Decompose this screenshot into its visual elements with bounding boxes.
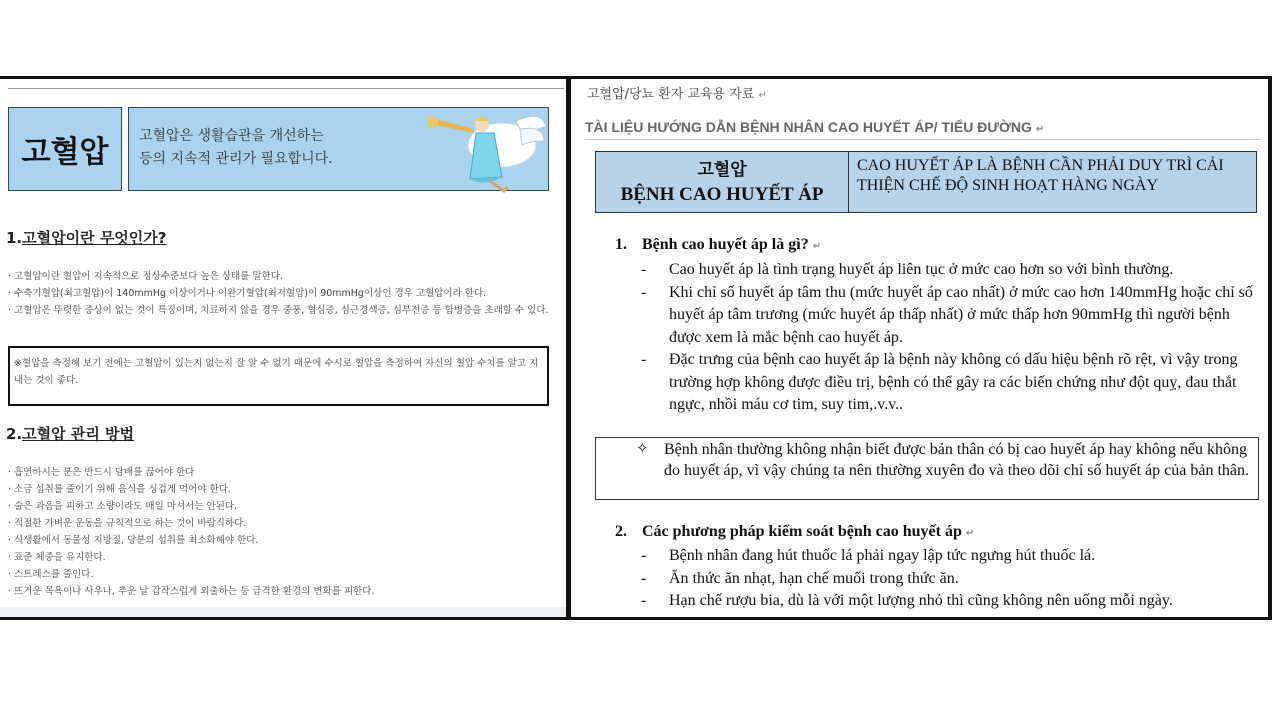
korean-section2-heading: 2.고혈압 관리 방법 <box>6 425 135 443</box>
list-item: - Ăn thức ăn nhạt, hạn chế muối trong thức ăn. <box>641 568 1261 591</box>
korean-description-line: 고혈압은 생활습관을 개선하는 <box>139 128 324 144</box>
angel-trumpet-icon <box>420 107 548 193</box>
side-by-side-document-frame <box>0 76 1272 620</box>
vietnamese-header-title: TÀI LIỆU HƯỚNG DẪN BỆNH NHÂN CAO HUYẾT ÁP/ TIỂU ĐƯỜNG ↵ <box>585 119 1045 135</box>
vietnamese-document-page <box>571 79 1268 617</box>
diamond-bullet-icon: ✧ <box>636 439 649 457</box>
korean-section1-heading: 1.고혈압이란 무엇인가? <box>6 229 167 247</box>
header-rule <box>8 88 564 89</box>
vietnamese-title: BỆNH CAO HUYẾT ÁP <box>620 184 824 205</box>
list-item: · 표준 체중을 유지한다. <box>8 552 106 563</box>
vietnamese-note: Bệnh nhân thường không nhận biết được bản thân có bị cao huyết áp hay không nếu không đo huyết áp, vì vậy chúng ta nên thường xuyên đo và theo dõi chỉ số huyết áp của bản thân. <box>664 441 1249 479</box>
vietnamese-note-box <box>595 437 1259 500</box>
list-item: · 고혈압이란 혈압이 지속적으로 정상수준보다 높은 상태를 말한다. <box>8 271 283 282</box>
vietnamese-title-korean: 고혈압 <box>697 160 747 180</box>
korean-section2-list <box>8 464 560 600</box>
list-item: · 스트레스를 줄인다. <box>8 569 94 580</box>
vietnamese-section2-list <box>641 545 1261 613</box>
header-rule <box>585 139 1261 140</box>
list-item: · 식생활에서 동물성 지방질, 당분의 섭취를 최소화해야 한다. <box>8 535 259 546</box>
list-item: · 뜨거운 목욕이나 사우나, 추운 날 갑작스럽게 외출하는 등 급격한 환경의 변화를 피한다. <box>8 586 375 597</box>
vietnamese-section1-heading: 1. Bệnh cao huyết áp là gì? ↵ <box>615 236 822 253</box>
list-item: - Bệnh nhân đang hút thuốc lá phải ngay lập tức ngưng hút thuốc lá. <box>641 545 1261 568</box>
korean-title: 고혈압 <box>21 135 109 170</box>
list-item: · 술은 과음을 피하고 소량이라도 매일 마셔서는 안된다. <box>8 501 238 512</box>
korean-description-line: 등의 지속적 관리가 필요합니다. <box>139 151 333 167</box>
vietnamese-title-box <box>595 151 849 213</box>
list-item: · 소금 섭취를 줄이기 위해 음식을 싱겁게 먹어야 한다. <box>8 484 231 495</box>
vietnamese-description: CAO HUYẾT ÁP LÀ BỆNH CẦN PHẢI DUY TRÌ CẢI THIỆN CHẾ ĐỘ SINH HOẠT HÀNG NGÀY <box>857 157 1224 194</box>
korean-note: ※혈압을 측정해 보기 전에는 고혈압이 있는지 없는지 잘 알 수 없기 때문에 수시로 혈압을 측정하여 자신의 혈압 수치를 알고 지내는 것이 좋다. <box>14 358 539 386</box>
list-item: - Cao huyết áp là tình trạng huyết áp liên tục ở mức cao hơn so với bình thường. <box>641 259 1261 282</box>
list-item: - Hạn chế rượu bia, dù là với một lượng nhỏ thì cũng không nên uống mỗi ngày. <box>641 590 1261 613</box>
korean-document-page <box>0 79 566 617</box>
list-item: - Đặc trưng của bệnh cao huyết áp là bệnh này không có dấu hiệu bệnh rõ rệt, vì vậy trong trường hợp không được điều trị, bệnh có thể gây ra các biến chứng như đột quỵ, đau thắt ngực, nhồi máu cơ tim, suy tim,.v.v.. <box>641 349 1261 417</box>
vietnamese-description-box <box>849 151 1257 213</box>
vietnamese-section2-heading: 2. Các phương pháp kiểm soát bệnh cao huyết áp ↵ <box>615 523 975 540</box>
list-item: · 흡연하시는 분은 반드시 담배를 끊어야 한다 <box>8 467 195 478</box>
list-item: · 적절한 가벼운 운동을 규칙적으로 하는 것이 바람직하다. <box>8 518 247 529</box>
korean-note-box <box>8 346 549 406</box>
list-item: · 수축기혈압(최고혈압)이 140mmHg 이상이거나 이완기혈압(최저혈압)이 90mmHg이상인 경우 고혈압이라 한다. <box>8 288 487 299</box>
korean-section1-list <box>8 268 560 319</box>
korean-title-box <box>8 107 122 191</box>
list-item: · 고혈압은 뚜렷한 증상이 없는 것이 특징이며, 치료하지 않을 경우 중풍, 협심증, 심근경색증, 심부전증 등 합병증을 초래할 수 있다. <box>8 305 549 316</box>
list-item: - Khi chỉ số huyết áp tâm thu (mức huyết áp cao nhất) ở mức cao hơn 140mmHg hoặc chỉ số huyết áp tâm trương (mức huyết áp thấp nhất) ở mức thấp hơn 90mmHg thì người bệnh được xem là mắc bệnh cao huyết áp. <box>641 282 1261 350</box>
vietnamese-section1-list <box>641 259 1261 417</box>
vietnamese-header-korean: 고혈압/당뇨 환자 교육용 자료 ↵ <box>587 87 767 102</box>
taskbar-strip <box>0 607 566 617</box>
